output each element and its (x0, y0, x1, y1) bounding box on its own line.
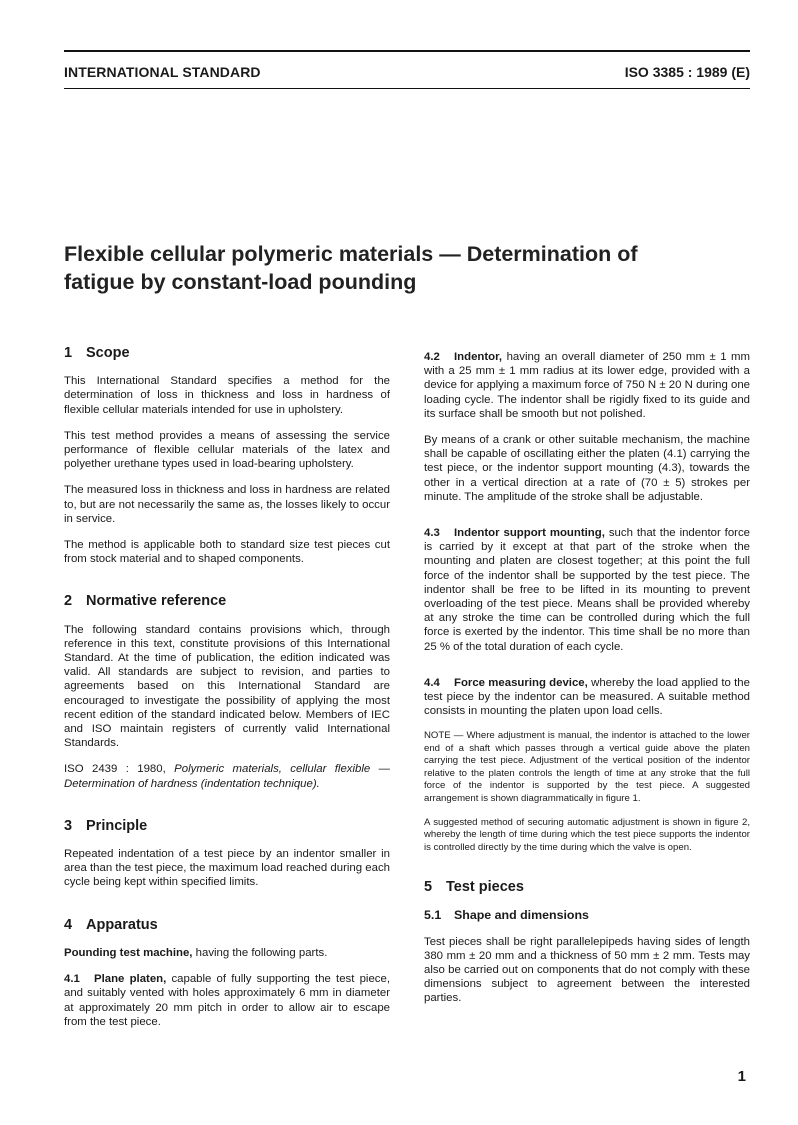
section-title: Principle (86, 817, 148, 834)
clause-number: 4.1 (64, 973, 80, 986)
section-number: 4 (64, 916, 73, 933)
left-column (64, 346, 390, 1041)
section-title: Scope (86, 345, 130, 361)
section-title: Apparatus (86, 916, 158, 933)
reference-title: Polymeric materials, cellular flexible — Determination of hardness (indentation technique). (64, 763, 390, 790)
test-pieces-paragraph: Test pieces shall be right parallelepipeds having sides of length 380 mm ± 20 mm and a thickness of 50 mm ± 2 mm. Tests may also be carried out on components that do not comply with these dimensions subject to agreement between the interested parties. (424, 935, 750, 1005)
header-top-rule (64, 50, 750, 52)
title-line-1: Flexible cellular polymeric materials — Determination of (64, 242, 638, 266)
clause-4-2 (424, 350, 750, 421)
clause-4-1 (64, 972, 390, 1029)
note-paragraph-1: NOTE — Where adjustment is manual, the indentor is attached to the lower end of a shaft which passes through a vertical guide above the platen carrying the test piece. Adjustment of the vertical position of the indentor relative to the platen controls the length of time at any stroke that the full force of the indentor is supported by the test piece. A suggested arrangement is shown diagrammatically in figure 1. (424, 730, 750, 804)
clause-text: such that the indentor force is carried by it except at that part of the stroke when the mounting and platen are closest together; at this point the full force of the indentor shall be supported by the test piece. The indentor shall be free to be lifted in its mounting to prevent overloading of the test piece. Means shall be provided whereby at any stroke the time can be controlled during which the full force is exerted by the indentor. This time shall be no more than 25 % of the total duration of each cycle. (424, 527, 750, 653)
section-4-heading (64, 918, 390, 932)
scope-paragraph-3: The measured loss in thickness and loss in hardness are related to, but are not necessarily the same as, the losses likely to occur in service. (64, 484, 390, 525)
header-standard-number: ISO 3385 : 1989 (E) (624, 64, 750, 80)
clause-lead: Plane platen, (94, 973, 167, 986)
section-5-heading (424, 880, 750, 894)
section-number: 3 (64, 817, 73, 834)
normative-paragraph: The following standard contains provisions which, through reference in this text, constitute provisions of this International Standard. At the time of publication, the edition indicated was valid. All standards are subject to revision, and parties to agreements based on this International Standard are encouraged to investigate the possibility of applying the most recent edition of the standard indicated below. Members of IEC and ISO maintain registers of currently valid International Standards. (64, 623, 390, 750)
clause-number: 4.4 (424, 676, 440, 689)
document-title (64, 240, 754, 296)
apparatus-intro (64, 946, 390, 960)
scope-paragraph-4: The method is applicable both to standard size test pieces cut from stock material and to shaped components. (64, 539, 390, 566)
subsection-5-1-heading (424, 908, 750, 922)
clause-4-2-paragraph-2: By means of a crank or other suitable mechanism, the machine shall be capable of oscillating either the platen (4.1) carrying the test piece, or the indentor support mounting (4.3), towards the other in a vertical direction at a rate of (70 ± 5) strokes per minute. The amplitude of the stroke shall be adjustable. (424, 434, 750, 503)
section-3-heading (64, 819, 390, 833)
clause-4-3 (424, 526, 750, 654)
reference-id: ISO 2439 : 1980, (64, 763, 166, 776)
clause-text: capable of fully supporting the test piece, and suitably vented with holes approximately 6 mm in diameter at approximately 20 mm pitch in order to allow air to escape from the test piece. (64, 973, 390, 1028)
principle-paragraph: Repeated indentation of a test piece by an indentor smaller in area than the test piece, the maximum load reached during each cycle being kept within specified limits. (64, 848, 390, 889)
scope-paragraph-2: This test method provides a means of assessing the service performance of flexible cellular materials of the latex and polyether urethane types used in load-bearing upholstery. (64, 429, 390, 471)
section-title: Normative reference (86, 593, 227, 610)
note-paragraph-2: A suggested method of securing automatic adjustment is shown in figure 2, whereby the length of time during which the test piece supports the indentor is controlled directly by the time during which the valve is open. (424, 816, 750, 853)
subsection-number: 5.1 (424, 908, 442, 923)
header-bottom-rule (64, 88, 750, 89)
clause-4-4 (424, 676, 750, 719)
header-document-type: INTERNATIONAL STANDARD (64, 64, 261, 80)
clause-number: 4.3 (424, 527, 440, 540)
section-title: Test pieces (446, 879, 524, 896)
apparatus-intro-bold: Pounding test machine, (64, 946, 193, 959)
clause-text: whereby the load applied to the test piece by the indentor can be measured. A suitable method consists in mounting the platen upon load cells. (424, 676, 750, 718)
section-2-heading (64, 594, 390, 608)
clause-text: having an overall diameter of 250 mm ± 1 mm with a 25 mm ± 1 mm radius at its lower edge, provided with a device for applying a maximum force of 750 N ± 20 N during one loading cycle. The indentor shall be rigidly fixed to its guide and its surface shall be smooth but not polished. (424, 351, 750, 420)
apparatus-intro-text: having the following parts. (195, 946, 328, 959)
scope-paragraph-1: This International Standard specifies a method for the determination of loss in thickness and loss in hardness of flexible cellular materials intended for use in upholstery. (64, 375, 390, 416)
clause-lead: Force measuring device, (454, 676, 588, 689)
clause-lead: Indentor support mounting, (454, 527, 605, 540)
title-line-2: fatigue by constant-load pounding (64, 270, 417, 294)
section-number: 1 (64, 345, 73, 361)
section-1-heading (64, 346, 390, 360)
clause-number: 4.2 (424, 351, 440, 363)
subsection-title: Shape and dimensions (454, 908, 589, 923)
clause-lead: Indentor, (454, 351, 503, 363)
section-number: 5 (424, 879, 433, 896)
normative-reference-item (64, 762, 390, 790)
page-number: 1 (737, 1068, 746, 1085)
section-number: 2 (64, 593, 73, 610)
right-column (424, 350, 750, 1018)
